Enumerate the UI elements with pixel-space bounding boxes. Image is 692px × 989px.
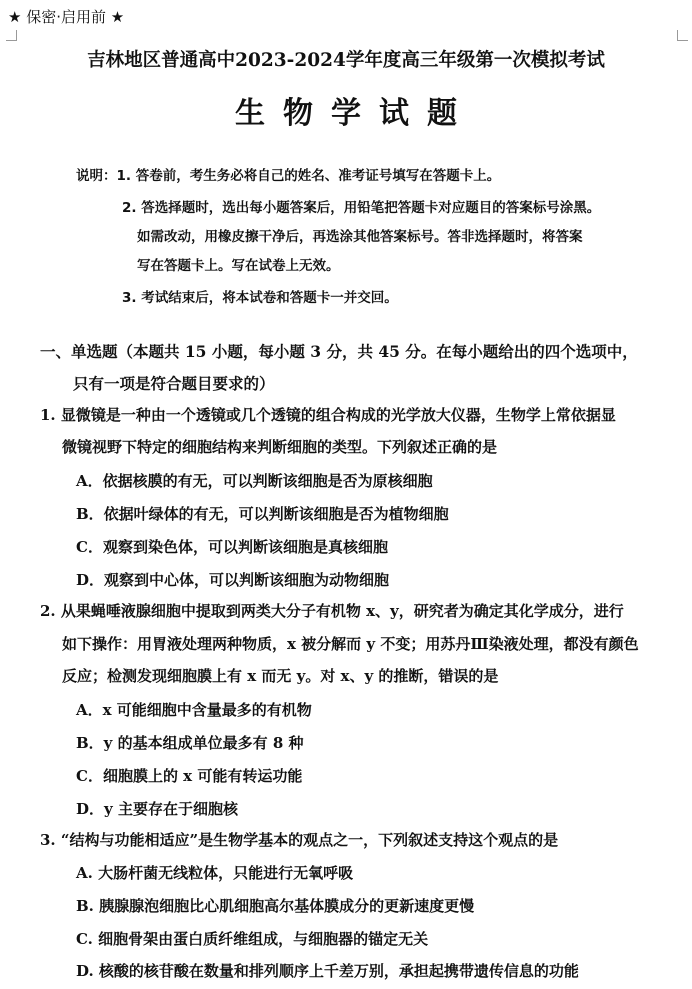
crop-mark-left xyxy=(6,30,17,41)
question-2-stem: 反应；检测发现细胞膜上有 x 而无 y。对 x、y 的推断，错误的是 xyxy=(62,667,499,685)
question-1-option-c: C．观察到染色体，可以判断该细胞是真核细胞 xyxy=(76,538,388,556)
instruction-line: 2. 答选择题时，选出每小题答案后，用铅笔把答题卡对应题目的答案标号涂黑。 xyxy=(122,200,601,216)
question-2-stem: 2. 从果蝇唾液腺细胞中提取到两类大分子有机物 x、y，研究者为确定其化学成分，进行 xyxy=(40,602,624,620)
question-1-stem: 微镜视野下特定的细胞结构来判断细胞的类型。下列叙述正确的是 xyxy=(62,438,498,456)
section-heading: 一、单选题（本题共 15 小题，每小题 3 分，共 45 分。在每小题给出的四个选项中， xyxy=(40,342,638,361)
exam-title: 吉林地区普通高中2023-2024学年度高三年级第一次模拟考试 xyxy=(87,50,605,71)
question-1-option-a: A．依据核膜的有无，可以判断该细胞是否为原核细胞 xyxy=(76,472,433,490)
question-3-option-c: C. 细胞骨架由蛋白质纤维组成，与细胞器的锚定无关 xyxy=(76,930,429,948)
question-3-option-a: A. 大肠杆菌无线粒体，只能进行无氧呼吸 xyxy=(76,864,354,882)
question-2-option-b: B．y 的基本组成单位最多有 8 种 xyxy=(76,734,304,752)
question-1-option-b: B．依据叶绿体的有无，可以判断该细胞是否为植物细胞 xyxy=(76,505,449,523)
crop-mark-right xyxy=(677,30,688,41)
question-2-option-c: C．细胞膜上的 x 可能有转运功能 xyxy=(76,767,303,785)
question-2-stem: 如下操作：用胃液处理两种物质，x 被分解而 y 不变；用苏丹Ⅲ染液处理，都没有颜色 xyxy=(62,635,639,653)
question-1-option-d: D．观察到中心体，可以判断该细胞为动物细胞 xyxy=(76,571,390,589)
question-2-option-a: A．x 可能细胞中含量最多的有机物 xyxy=(76,701,312,719)
question-3-option-d: D. 核酸的核苷酸在数量和排列顺序上千差万别，承担起携带遗传信息的功能 xyxy=(76,962,579,980)
section-heading-cont: 只有一项是符合题目要求的） xyxy=(73,374,275,393)
instruction-line: 如需改动，用橡皮擦干净后，再选涂其他答案标号。答非选择题时，将答案 xyxy=(137,229,583,245)
secrecy-label: ★ 保密·启用前 ★ xyxy=(8,8,125,26)
instruction-line: 说明：1. 答卷前，考生务必将自己的姓名、准考证号填写在答题卡上。 xyxy=(76,168,501,184)
instruction-line: 写在答题卡上。写在试卷上无效。 xyxy=(137,258,340,274)
question-3-option-b: B. 胰腺腺泡细胞比心肌细胞高尔基体膜成分的更新速度更慢 xyxy=(76,897,475,915)
instruction-line: 3. 考试结束后，将本试卷和答题卡一并交回。 xyxy=(122,290,398,306)
subject-title: 生物学试题 xyxy=(235,96,475,131)
question-2-option-d: D．y 主要存在于细胞核 xyxy=(76,800,238,818)
question-3-stem: 3. “结构与功能相适应”是生物学基本的观点之一，下列叙述支持这个观点的是 xyxy=(40,831,559,849)
question-1-stem: 1. 显微镜是一种由一个透镜或几个透镜的组合构成的光学放大仪器，生物学上常依据显 xyxy=(40,406,616,424)
